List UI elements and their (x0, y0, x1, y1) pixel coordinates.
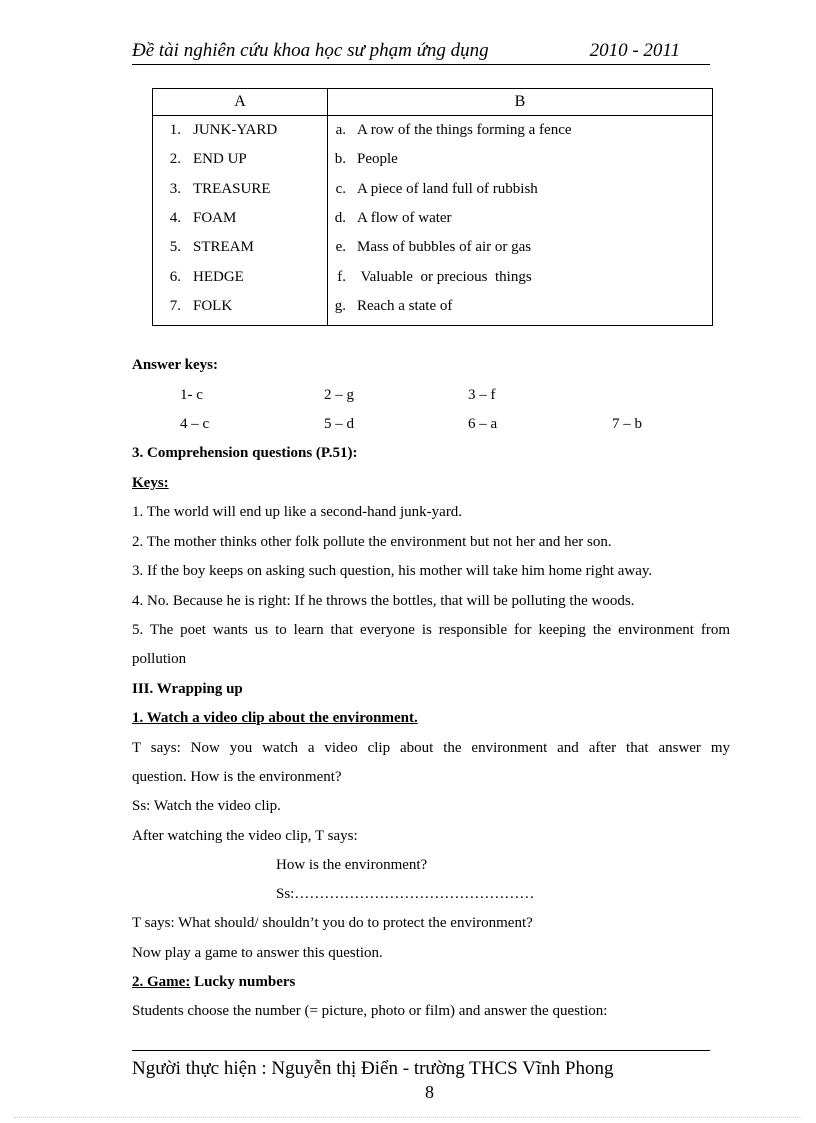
matching-table (152, 88, 713, 326)
row-number: 7. (169, 297, 181, 314)
definition: A flow of water (357, 210, 452, 227)
paragraph-line: After watching the video clip, T says: (132, 828, 358, 844)
footer-author: Người thực hiện : Nguyễn thị Điển - trường THCS Vĩnh Phong (132, 1058, 614, 1079)
definition: Reach a state of (357, 297, 453, 314)
definition: Valuable or precious things (357, 268, 532, 285)
paragraph-line: Students choose the number (= picture, photo or film) and answer the question: (132, 1003, 608, 1019)
students-answer-blank: Ss:………………………………………… (276, 886, 535, 902)
paragraph-line: question. How is the environment? (132, 769, 342, 785)
step2-label: 2. Game: (132, 974, 191, 990)
answer-key-item: 7 – b (612, 416, 642, 432)
column-a-header: A (153, 89, 328, 116)
header-title: Đề tài nghiên cứu khoa học sư phạm ứng dụng (132, 40, 489, 61)
paragraph-line: Ss: Watch the video clip. (132, 798, 281, 814)
answer-key-item: 2 – g (324, 387, 354, 403)
definition: People (357, 151, 398, 168)
table-row (153, 204, 713, 233)
vocabulary-word: HEDGE (193, 268, 244, 285)
paragraph-line: Now play a game to answer this question. (132, 945, 383, 961)
definition: A row of the things forming a fence (357, 122, 572, 139)
comprehension-answer: 5. The poet wants us to learn that everyone is responsible for keeping the environment from (132, 622, 730, 638)
table-row (153, 262, 713, 291)
page-header (132, 38, 710, 65)
step2-heading (132, 974, 295, 991)
table-row (153, 145, 713, 174)
row-letter: f. (337, 268, 346, 285)
row-number: 3. (169, 180, 181, 197)
vocabulary-word: JUNK-YARD (193, 122, 278, 139)
definition: Mass of bubbles of air or gas (357, 239, 532, 256)
vocabulary-word: FOLK (193, 297, 233, 314)
comprehension-heading: 3. Comprehension questions (P.51): (132, 445, 358, 461)
table-row (153, 233, 713, 262)
row-number: 5. (169, 239, 181, 256)
row-number: 1. (169, 122, 181, 139)
paragraph-line: T says: Now you watch a video clip about the environment and after that answer my (132, 740, 730, 756)
vocabulary-word: FOAM (193, 210, 237, 227)
table-row (153, 116, 713, 146)
teacher-question: How is the environment? (276, 857, 428, 873)
step2-title: Lucky numbers (190, 974, 296, 990)
answer-key-item: 4 – c (180, 416, 210, 432)
keys-label: Keys: (132, 475, 169, 491)
vocabulary-word: STREAM (193, 239, 254, 256)
comprehension-answer: pollution (132, 651, 187, 667)
comprehension-answer: 1. The world will end up like a second-hand junk-yard. (132, 504, 463, 520)
wrapping-up-heading: III. Wrapping up (132, 681, 243, 697)
row-letter: g. (334, 297, 346, 314)
row-letter: e. (335, 239, 346, 256)
header-year: 2010 - 2011 (589, 40, 680, 61)
answer-key-item: 5 – d (324, 416, 354, 432)
table-row (153, 175, 713, 204)
row-number: 2. (169, 151, 181, 168)
paragraph-line: T says: What should/ shouldn’t you do to protect the environment? (132, 915, 533, 931)
row-letter: a. (335, 122, 346, 139)
row-number: 4. (169, 210, 181, 227)
page-number: 8 (425, 1082, 434, 1102)
answer-key-item: 6 – a (468, 416, 498, 432)
definition: A piece of land full of rubbish (357, 180, 538, 197)
row-letter: b. (334, 151, 346, 168)
row-letter: d. (334, 210, 346, 227)
page-bottom-divider (14, 1117, 802, 1118)
comprehension-answer: 2. The mother thinks other folk pollute the environment but not her and her son. (132, 534, 612, 550)
footer-divider (132, 1050, 710, 1051)
column-b-header: B (328, 89, 713, 116)
vocabulary-word: TREASURE (193, 180, 271, 197)
answer-keys-heading: Answer keys: (132, 357, 218, 373)
table-row (153, 292, 713, 326)
row-letter: c. (335, 180, 346, 197)
vocabulary-word: END UP (193, 151, 247, 168)
comprehension-answer: 3. If the boy keeps on asking such question, his mother will take him home right away. (132, 563, 653, 579)
step1-heading: 1. Watch a video clip about the environment. (132, 710, 418, 726)
comprehension-answer: 4. No. Because he is right: If he throws the bottles, that will be polluting the woods. (132, 593, 635, 609)
row-number: 6. (169, 268, 181, 285)
answer-key-item: 1- c (180, 387, 203, 403)
answer-key-item: 3 – f (468, 387, 496, 403)
